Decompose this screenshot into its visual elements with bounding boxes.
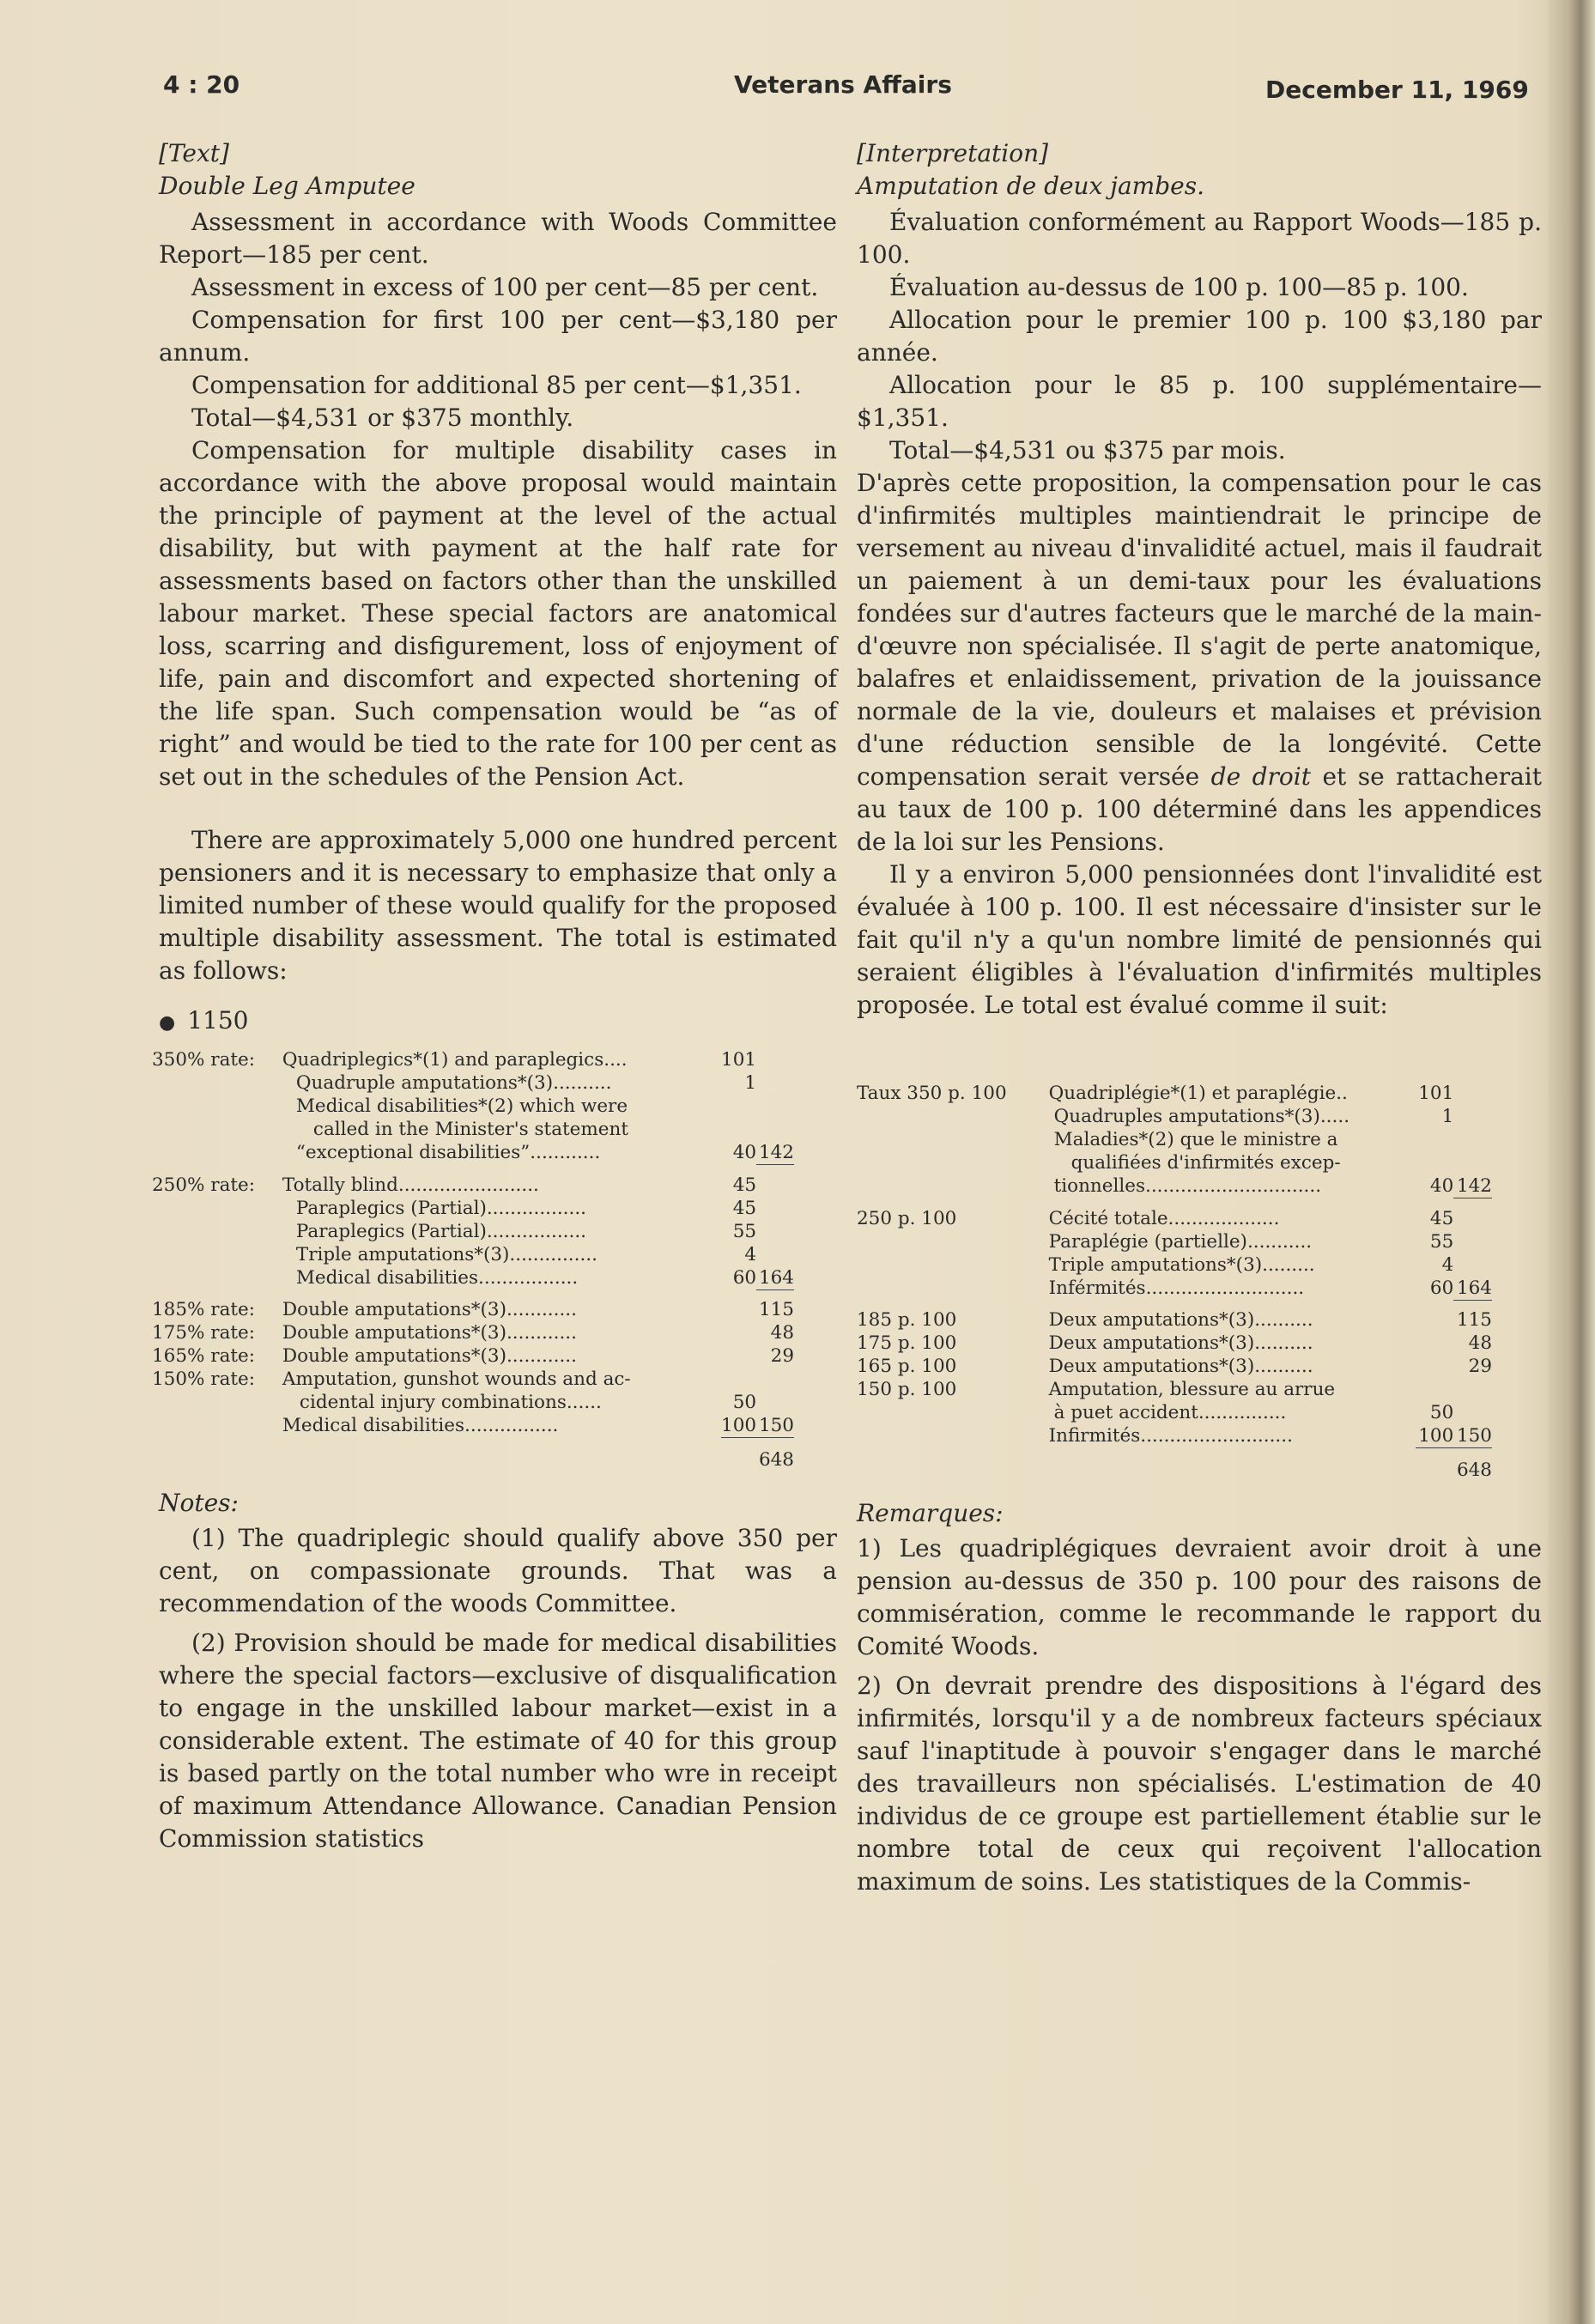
table-row: 185% rate: Double amputations*(3)............ 115 <box>152 1299 794 1320</box>
bullet-item: ● 1150 <box>159 1006 249 1035</box>
bullet-icon: ● <box>159 1012 176 1034</box>
note: 2) On devrait prendre des dispositions à l'égard des infirmités, lorsqu'il y a de nombreux facteurs spéciaux sauf l'inaptitude à pouvoir s'engager dans le marché des travailleurs non spécialisés. L'estimation de 40 individus de ce groupe est partiellement établie sur le nombre total de ceux qui reçoivent l'allocation maximum de soins. Les statistiques de la Commis- <box>857 1671 1542 1896</box>
table-row: Paraplegics (Partial)................. 55 <box>295 1220 757 1242</box>
note: 1) Les quadriplégiques devraient avoir droit à une pension au-dessus de 350 p. 100 pour des raisons de commisération, comme le recommande le rapport du Comité Woods. <box>857 1533 1542 1660</box>
table-row: “exceptional disabilities”............ 40 142 <box>295 1142 794 1163</box>
table-row: 150 p. 100 Amputation, blessure au arrue <box>857 1379 1336 1400</box>
table-row: 250 p. 100 Cécité totale................... 45 <box>857 1207 1454 1229</box>
english-column <box>152 137 837 1855</box>
total-rule <box>1416 1448 1492 1459</box>
table-row: 165% rate: Double amputations*(3)............ 29 <box>152 1345 794 1367</box>
publication-title: Veterans Affairs <box>734 70 952 99</box>
table-row: 175 p. 100 Deux amputations*(3).......... 48 <box>857 1332 1492 1354</box>
paragraph: Compensation for first 100 per cent—$3,180 per annum. <box>159 306 837 367</box>
paragraph: There are approximately 5,000 one hundred percent pensioners and it is necessary to emphasize that only a limited number of these would qualify for the proposed multiple disability assessment. The total is estimated as follows: <box>159 826 837 985</box>
table-row: tionnelles.............................. 40 142 <box>1053 1175 1492 1197</box>
table-row: Medical disabilities................ 100 150 <box>282 1415 794 1436</box>
rates-table-fr <box>857 1082 1492 1482</box>
table-row: cidental injury combinations...... 50 <box>299 1392 757 1413</box>
paragraph: Assessment in excess of 100 per cent—85 per cent. <box>191 273 819 301</box>
table-row: 250% rate: Totally blind........................ 45 <box>152 1174 757 1196</box>
note: (1) The quadriplegic should qualify above 350 per cent, on compassionate grounds. That was a recommendation of the woods Committee. <box>159 1523 837 1617</box>
table-total-row: 648 <box>758 1448 794 1471</box>
table-row: Medical disabilities*(2) which were <box>295 1095 628 1117</box>
french-column <box>857 137 1542 1898</box>
table-row: qualifiées d'infirmités excep- <box>1070 1152 1341 1174</box>
table-row: Maladies*(2) que le ministre a <box>1053 1129 1338 1150</box>
page-header <box>0 70 1545 113</box>
paragraph: Compensation for additional 85 per cent—$1,351. <box>191 371 802 399</box>
table-row: 175% rate: Double amputations*(3)............ 48 <box>152 1322 794 1344</box>
subtotal-rule <box>756 1289 794 1298</box>
table-row: Medical disabilities................. 60 164 <box>295 1266 794 1289</box>
section-subtitle: Amputation de deux jambes. <box>857 172 1204 200</box>
table-row: 185 p. 100 Deux amputations*(3).......... 115 <box>857 1309 1492 1331</box>
table-row: 165 p. 100 Deux amputations*(3).......... 29 <box>857 1356 1492 1377</box>
paragraph: Compensation for multiple disability cases in accordance with the above proposal would maintain the principle of payment at the level of the actual disability, but with payment at the half rate for assessments based on factors other than the unskilled labour market. These special factors are anatomical loss, scarring and disfigurement, loss of enjoyment of life, pain and discomfort and expected shortening of the life span. Such compensation would be “as of right” and would be tied to the rate for 100 per cent as set out in the schedules of the Pension Act. <box>159 436 837 791</box>
section-subtitle: Double Leg Amputee <box>159 172 415 200</box>
book-spine-shadow <box>1548 0 1595 2324</box>
paragraph: Évaluation au-dessus de 100 p. 100—85 p. 100. <box>889 273 1469 301</box>
paragraph: Évaluation conformément au Rapport Woods—185 p. 100. <box>857 208 1542 269</box>
total-rule <box>721 1438 794 1448</box>
table-row: Quadruples amputations*(3)..... 1 <box>1053 1106 1454 1127</box>
table-row: Taux 350 p. 100 Quadriplégie*(1) et paraplégie.. 101 <box>857 1083 1454 1104</box>
table-total-row: 648 <box>1456 1459 1492 1481</box>
subtotal-rule <box>756 1165 794 1174</box>
table-row: à puet accident............... 50 <box>1053 1402 1454 1423</box>
notes-heading: Notes: <box>159 1488 239 1517</box>
table-row: 350% rate: Quadriplegics*(1) and paraplegics.... 101 <box>152 1049 757 1071</box>
subtotal-rule <box>1453 1198 1492 1207</box>
subtotal-rule <box>1453 1300 1492 1308</box>
table-row: Paraplegics (Partial)................. 45 <box>295 1197 757 1219</box>
rates-table <box>152 1048 794 1471</box>
table-row: Infirmités.......................... 100 150 <box>1048 1425 1492 1447</box>
paragraph: Total—$4,531 ou $375 par mois. <box>889 436 1286 464</box>
paragraph: Allocation pour le premier 100 p. 100 $3,180 par année. <box>857 306 1542 367</box>
text-tag: [Text] <box>159 139 229 167</box>
table-row: Quadruple amputations*(3).......... 1 <box>295 1072 757 1094</box>
page-date: December 11, 1969 <box>1265 76 1529 104</box>
paragraph: Il y a environ 5,000 pensionnées dont l'invalidité est évaluée à 100 p. 100. Il est nécessaire d'insister sur le fait qu'il n'y a qu'un nombre limité de pensionnés qui seraient éligibles à l'évaluation d'infirmités multiples proposée. Le total est évalué comme il suit: <box>857 860 1542 1019</box>
note: (2) Provision should be made for medical disabilities where the special factors—exclusive of disqualification to engage in the unskilled labour market—exist in a considerable extent. The estimate of 40 for this group is based partly on the total number who wre in receipt of maximum Attendance Allowance. Canadian Pension Commission statistics <box>159 1628 837 1853</box>
page-number: 4 : 20 <box>163 70 240 99</box>
interpretation-tag: [Interpretation] <box>857 139 1049 167</box>
notes-heading: Remarques: <box>857 1498 1004 1527</box>
table-row: Triple amputations*(3)............... 4 <box>295 1243 757 1265</box>
paragraph: Total—$4,531 or $375 monthly. <box>191 404 574 432</box>
paragraph: D'après cette proposition, la compensation pour le cas d'infirmités multiples maintiendrait le principe de versement au niveau d'invalidité actuel, mais il faudrait un paiement à un demi-taux pour les évaluations fondées sur d'autres facteurs que le marché de la main-d'œuvre non spécialisée. Il s'agit de perte anatomique, balafres et enlaidissement, privation de la jouissance normale de la vie, douleurs et malaises et prévision d'une réduction sensible de la longévité. Cette compensation serait versée de droit et se rattacherait au taux de 100 p. 100 déterminé dans les appendices de la loi sur les Pensions. <box>857 469 1542 856</box>
table-row: Paraplégie (partielle)........... 55 <box>1048 1230 1454 1253</box>
table-row: Inférmités........................... 60 164 <box>1048 1277 1492 1299</box>
paragraph: Assessment in accordance with Woods Committee Report—185 per cent. <box>159 208 837 269</box>
table-row: Triple amputations*(3)......... 4 <box>1048 1253 1454 1276</box>
table-row: called in the Minister's statement <box>312 1119 628 1140</box>
table-row: 150% rate: Amputation, gunshot wounds and ac- <box>152 1368 631 1390</box>
paragraph: Allocation pour le 85 p. 100 supplémentaire—$1,351. <box>857 371 1542 432</box>
